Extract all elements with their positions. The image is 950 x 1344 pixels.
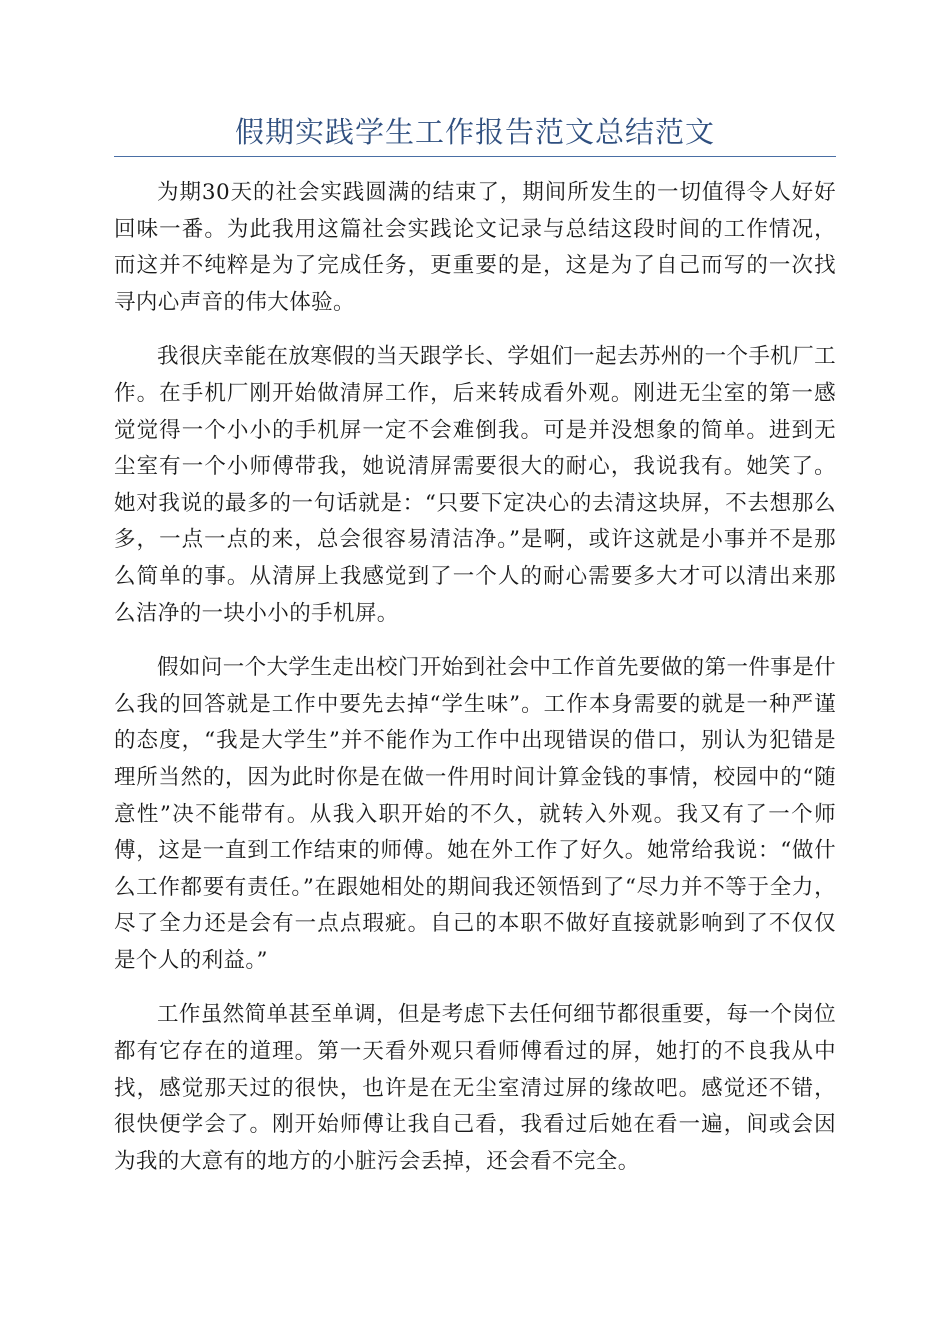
paragraph: 工作虽然简单甚至单调，但是考虑下去任何细节都很重要，每一个岗位都有它存在的道理。第一天看外观只看师傅看过的屏，她打的不良我从中找，感觉那天过的很快，也许是在无尘室清过屏的缘故吧。感觉还不错，很快便学会了。刚开始师傅让我自己看，我看过后她在看一遍，间或会因为我的大意有的地方的小脏污会丢掉，还会看不完全。 [114,1002,836,1174]
document-body [114,175,836,1198]
title-block [114,108,836,157]
paragraph: 为期30天的社会实践圆满的结束了，期间所发生的一切值得令人好好回味一番。为此我用这篇社会实践论文记录与总结这段时间的工作情况，而这并不纯粹是为了完成任务，更重要的是，这是为了自己而写的一次找寻内心声音的伟大体验。 [114,180,836,315]
document-title: 假期实践学生工作报告范文总结范文 [234,115,715,149]
paragraph: 假如问一个大学生走出校门开始到社会中工作首先要做的第一件事是什么我的回答就是工作中要先去掉“学生味”。工作本身需要的就是一种严谨的态度，“我是大学生”并不能作为工作中出现错误的借口，别认为犯错是理所当然的，因为此时你是在做一件用时间计算金钱的事情，校园中的“随意性”决不能带有。从我入职开始的不久，就转入外观。我又有了一个师傅，这是一直到工作结束的师傅。她在外工作了好久。她常给我说：“做什么工作都要有责任。”在跟她相处的期间我还领悟到了“尽力并不等于全力，尽了全力还是会有一点点瑕疵。自己的本职不做好直接就影响到了不仅仅是个人的利益。” [114,655,836,973]
paragraph: 我很庆幸能在放寒假的当天跟学长、学姐们一起去苏州的一个手机厂工作。在手机厂刚开始做清屏工作，后来转成看外观。刚进无尘室的第一感觉觉得一个小小的手机屏一定不会难倒我。可是并没想象的简单。进到无尘室有一个小师傅带我，她说清屏需要很大的耐心，我说我有。她笑了。她对我说的最多的一句话就是：“只要下定决心的去清这块屏，不去想那么多，一点一点的来，总会很容易清洁净。”是啊，或许这就是小事并不是那么简单的事。从清屏上我感觉到了一个人的耐心需要多大才可以清出来那么洁净的一块小小的手机屏。 [114,344,836,626]
